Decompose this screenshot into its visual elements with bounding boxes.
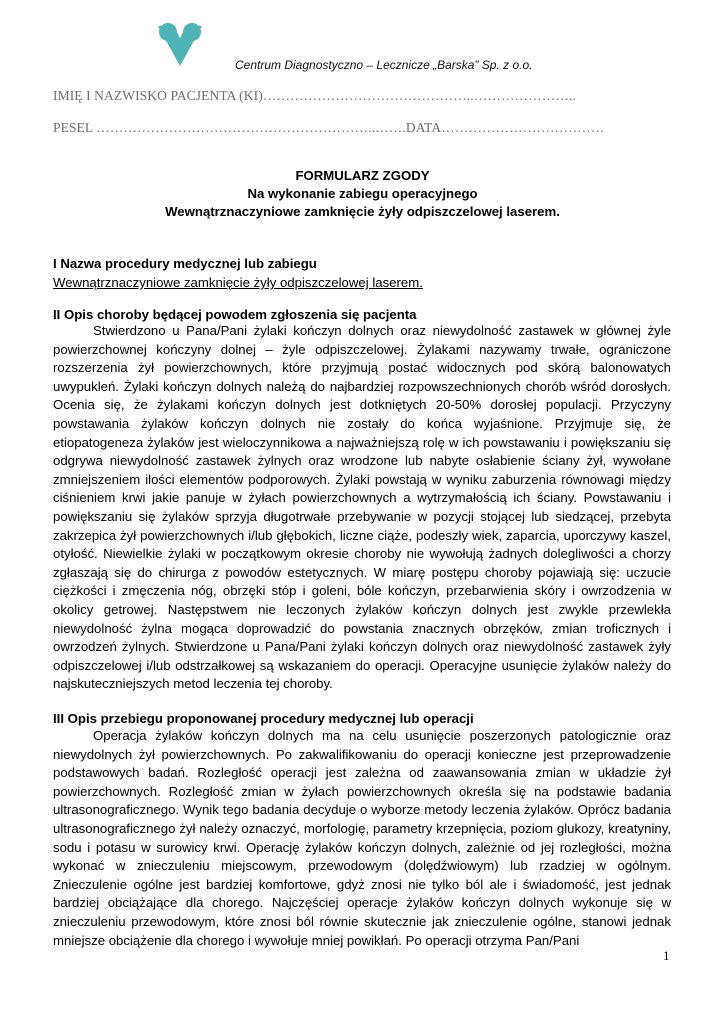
section-1-heading: I Nazwa procedury medycznej lub zabiegu (53, 256, 317, 271)
clinic-name: Centrum Diagnostyczno – Lecznicze „Barska” Sp. z o.o. (235, 58, 533, 72)
form-subtitle: Na wykonanie zabiegu operacyjnego (247, 186, 478, 201)
section-1-text: Wewnątrznaczyniowe zamknięcie żyły odpiszczelowej laserem. (53, 275, 423, 290)
pesel-date-field[interactable]: PESEL ……………………………………………………..…….DATA……………………………… (53, 120, 605, 135)
procedure-title: Wewnątrznaczyniowe zamknięcie żyły odpiszczelowej laserem. (165, 204, 560, 219)
page-number: 1 (663, 948, 670, 963)
section-2-heading: II Opis choroby będącej powodem zgłoszenia się pacjenta (53, 307, 417, 322)
section-3-heading: III Opis przebiegu proponowanej procedury medycznej lub operacji (53, 711, 474, 726)
section-3-text: Operacja żylaków kończyn dolnych ma na celu usunięcie poszerzonych patologicznie oraz niewydolnych żył powierzchownych. Po zakwalifikowaniu do operacji konieczne jest przeprowadzenie podstawowych badań. Rozległość operacji jest zależna od zaawansowania zmian w układzie żył powierzchownych. Rozległość zmian w żyłach powierzchownych określa się na podstawie badania ultrasonograficznego. Wynik tego badania decyduje o wyborze metody leczenia żylaków. Oprócz badania ultrasonograficznego żył należy oznaczyć, morfologię, parametry krzepnięcia, poziom glukozy, kreatyniny, sodu i potasu w surowicy krwi. Operację żylaków kończyn dolnych, zależnie od jej rozległości, można wykonać w znieczuleniu miejscowym, przewodowym (dolędźwiowym) lub rzadziej w ogólnym. Znieczulenie ogólne jest bardziej komfortowe, gdyż znosi nie tylko ból ale i świadomość, jest jednak bardziej obciążające dla chorego. Najczęściej operacje żylaków kończyn dolnych wykonuje się w znieczuleniu przewodowym, które znosi ból równie skutecznie jak znieczulenie ogólne, stanowi jednak mniejsze obciążenie dla chorego i wywołuje mniej powikłań. Po operacji otrzyma Pan/Pani (53, 728, 671, 948)
patient-name-field[interactable]: IMIĘ I NAZWISKO PACJENTA (KI)………………………………………..………………….. (53, 88, 576, 103)
section-2-text: Stwierdzono u Pana/Pani żylaki kończyn dolnych oraz niewydolność zastawek w głównej żyle powierzchownej kończyny dolnej – żyle odpiszczelowej. Żylakami nazywamy trwałe, ograniczone rozszerzenia żył powierzchownych, które przyjmują postać widocznych pod skórą balonowatych uwypukleń. Żylaki kończyn dolnych należą do najbardziej rozpowszechnionych chorób wśród dorosłych. Ocenia się, że żylakami kończyn dolnych jest dotkniętych 20-50% dorosłej populacji. Przyczyny powstawania żylaków kończyn dolnych nie zostały do końca wyjaśnione. Przyjmuje się, że etiopatogeneza żylaków jest wieloczynnikowa a najważniejszą rolę w ich powstawaniu i powiększaniu się odgrywa niewydolność zastawek żylnych oraz wrodzone lub nabyte osłabienie ściany żył, wywołane zmniejszeniem ilości elementów podporowych. Żylaki powstają w wyniku zaburzenia równowagi między ciśnieniem krwi jakie panuje w żyłach powierzchownych a wytrzymałością ich ściany. Powstawaniu i powiększaniu się żylaków sprzyja długotrwałe przebywanie w pozycji stojącej lub siedzącej, przebyta zakrzepica żył powierzchownych i/lub głębokich, liczne ciąże, podeszły wiek, zaparcia, uporczywy kaszel, otyłość. Niewielkie żylaki w początkowym okresie choroby nie wywołują żadnych dolegliwości a chorzy zgłaszają się do chirurga z powodów estetycznych. W miarę postępu choroby pojawiają się: uczucie ciężkości i zmęczenia nóg, obrzęki stóp i goleni, bóle kończyn, przebarwienia skóry i owrzodzenia w okolicy getrowej. Następstwem nie leczonych żylaków kończyn dolnych jest zwykle przewlekła niewydolność żylna mogąca doprowadzić do powstania znacznych obrzęków, zmian troficznych i owrzodzeń żylnych. Stwierdzone u Pana/Pani żylaki kończyn dolnych oraz niewydolność zastawek żyły odpiszczelowej i/lub odstrzałkowej są wskazaniem do operacji. Operacyjne usunięcie żylaków należy do najskuteczniejszych metod leczenia tej choroby. (53, 323, 671, 692)
heart-v-logo-icon (152, 22, 208, 68)
form-title: FORMULARZ ZGODY (295, 168, 430, 183)
